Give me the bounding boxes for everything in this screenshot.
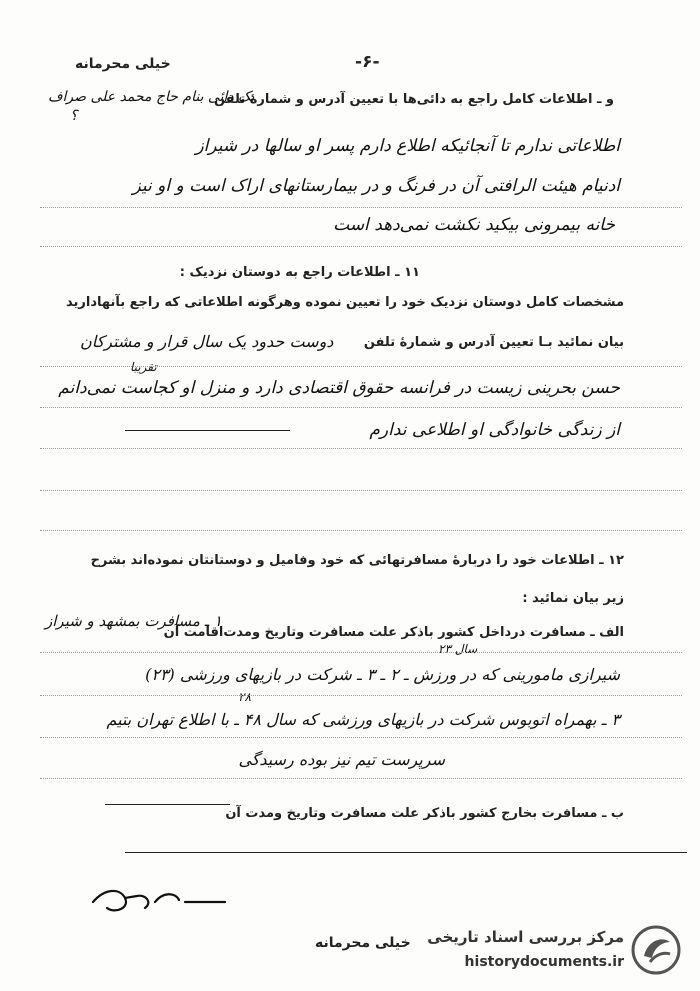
section-waw-answer-line: اطلاعاتی ندارم تا آنجائیکه اطلاع دارم پسر او سالها در شیراز — [195, 136, 620, 156]
dotted-rule — [40, 490, 682, 491]
section-waw-answer-line: خانه بیمرونی بیکید نکشت نمی‌دهد است — [333, 215, 615, 235]
header-classification: خیلی محرمانه — [75, 56, 171, 72]
section-11-answer-line: حسن بحرینی زیست در فرانسه حقوق اقتصادی دارد و منزل او کجاست نمی‌دانم — [58, 378, 620, 398]
section-12-superscript: سال ۲۳ — [438, 642, 478, 656]
page-number: -۶- — [355, 52, 380, 72]
dotted-rule — [40, 778, 682, 779]
dotted-rule — [40, 695, 682, 696]
fill-line — [105, 804, 230, 805]
section-12-superscript: ۲۸ — [238, 690, 251, 704]
section-12-alef-answer-line: ۳ ـ بهمراه اتوبوس شرکت در بازیهای ورزشی که سال ۴۸ ـ با اطلاع تهران بتیم — [106, 710, 620, 729]
dotted-rule — [40, 652, 682, 653]
dotted-rule — [40, 448, 682, 449]
dotted-rule — [40, 366, 682, 367]
section-waw-answer-inline: یک دائی بنام حاج محمد علی صراف — [48, 89, 255, 105]
section-11-answer-line: از زندگی خانوادگی او اطلاعی ندارم — [369, 420, 620, 440]
dotted-rule — [40, 207, 682, 208]
dotted-rule — [40, 737, 682, 738]
archive-logo-icon — [630, 924, 682, 976]
footer-classification: خیلی محرمانه — [315, 935, 411, 951]
dotted-rule — [40, 407, 682, 408]
fill-line — [125, 852, 687, 853]
question-mark: ؟ — [70, 108, 78, 124]
dotted-rule — [40, 246, 682, 247]
watermark-org: مرکز بررسی اسناد تاریخی — [427, 928, 624, 946]
section-12-alef-answer-inline: ۱ ـ مسافرت بمشهد و شیراز — [45, 612, 222, 630]
section-11-prompt: بیان نمائید بـا تعیین آدرس و شمارهٔ تلفن — [363, 335, 624, 350]
section-11-prompt: مشخصات کامل دوستان نزدیک خود را تعیین نموده وهرگونه اطلاعاتی که راجع بآنهادارید — [66, 295, 624, 310]
section-waw-answer-line: ادنیام هیئت الرافتی آن در فرنگ و در بیمارستانهای اراک است و او نیز — [132, 176, 620, 196]
section-12-alef-prompt: الف ـ مسافرت درداخل کشور باذکر علت مسافرت وتاریخ ومدت‌اقامت آن — [163, 625, 624, 640]
section-11-superscript: تقریبا — [130, 360, 157, 374]
section-12-title: ۱۲ ـ اطلاعات خود را دربارهٔ مسافرتهائی که خود وفامیل و دوستانتان نموده‌اند بشرح — [90, 553, 624, 568]
watermark-url: historydocuments.ir — [464, 954, 624, 970]
watermark — [422, 922, 682, 980]
section-12-title-cont: زیر بیان نمائید : — [522, 591, 624, 606]
section-12-alef-answer-line: شیرازی مامورینی که در ورزش ـ ۲ ـ ۳ ـ شرکت در بازیهای ورزشی (۲۳) — [145, 665, 620, 684]
section-12-alef-answer-line: سرپرست تیم نیز بوده رسیدگی — [238, 750, 445, 769]
dotted-rule — [40, 530, 682, 531]
section-11-title: ۱۱ ـ اطلاعات راجع به دوستان نزدیک : — [179, 265, 420, 280]
section-12-be-prompt: ب ـ مسافرت بخارج کشور باذکر علت مسافرت وتاریخ ومدت آن — [225, 806, 624, 821]
fill-line — [125, 430, 290, 431]
section-11-answer-inline: دوست حدود یک سال قرار و مشترکان — [80, 332, 334, 351]
section-waw-prompt: و ـ اطلاعات کامل راجع به دائی‌ها با تعیین آدرس و شمارهٔ تلفن — [213, 92, 614, 107]
